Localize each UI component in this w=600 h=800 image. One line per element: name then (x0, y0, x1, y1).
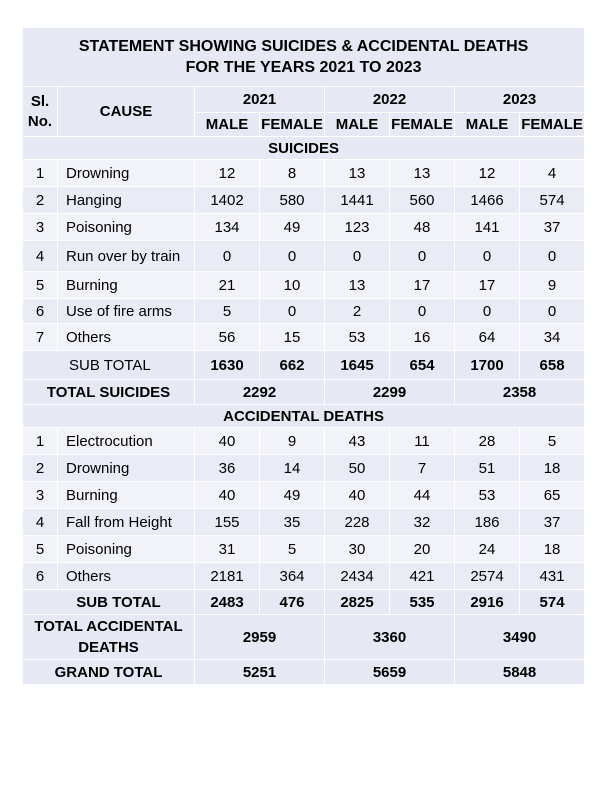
section-title-row (23, 405, 585, 428)
value-cell: 574 (520, 187, 585, 214)
statement-table (22, 27, 585, 685)
value-cell: 0 (260, 241, 325, 272)
value-cell: 44 (390, 482, 455, 509)
value-cell: 35 (260, 509, 325, 536)
subtotal-value: 2916 (455, 590, 520, 615)
value-cell: 9 (520, 272, 585, 299)
value-cell: 2181 (195, 563, 260, 590)
header-male: MALE (455, 113, 520, 137)
sl-no: 1 (23, 160, 58, 187)
value-cell: 5 (195, 299, 260, 324)
subtotal-value: 1630 (195, 351, 260, 380)
value-cell: 24 (455, 536, 520, 563)
sl-no: 2 (23, 187, 58, 214)
cause-name: Run over by train (58, 241, 195, 272)
subtotal-value: 1700 (455, 351, 520, 380)
cause-name: Burning (58, 482, 195, 509)
data-row (23, 272, 585, 299)
value-cell: 18 (520, 536, 585, 563)
total-row (23, 380, 585, 405)
statement-title (23, 28, 585, 87)
value-cell: 51 (455, 455, 520, 482)
total-label: TOTAL SUICIDES (23, 380, 195, 405)
value-cell: 0 (260, 299, 325, 324)
value-cell: 5 (260, 536, 325, 563)
sl-no: 2 (23, 455, 58, 482)
value-cell: 13 (325, 272, 390, 299)
grand-total-label: GRAND TOTAL (23, 660, 195, 685)
sl-no: 5 (23, 272, 58, 299)
value-cell: 0 (390, 299, 455, 324)
value-cell: 421 (390, 563, 455, 590)
value-cell: 34 (520, 324, 585, 351)
value-cell: 0 (325, 241, 390, 272)
sl-no: 6 (23, 299, 58, 324)
header-male: MALE (325, 113, 390, 137)
total-row (23, 615, 585, 660)
value-cell: 36 (195, 455, 260, 482)
value-cell: 580 (260, 187, 325, 214)
value-cell: 40 (195, 482, 260, 509)
value-cell: 7 (390, 455, 455, 482)
value-cell: 2 (325, 299, 390, 324)
value-cell: 4 (520, 160, 585, 187)
value-cell: 21 (195, 272, 260, 299)
data-row (23, 324, 585, 351)
header-year: 2022 (325, 87, 455, 113)
total-value: 3490 (455, 615, 585, 660)
sl-no: 3 (23, 214, 58, 241)
data-row (23, 482, 585, 509)
grand-total-value: 5848 (455, 660, 585, 685)
value-cell: 1402 (195, 187, 260, 214)
value-cell: 28 (455, 428, 520, 455)
subtotal-value: 535 (390, 590, 455, 615)
value-cell: 53 (325, 324, 390, 351)
total-value: 2959 (195, 615, 325, 660)
total-value: 2299 (325, 380, 455, 405)
cause-name: Others (58, 324, 195, 351)
subtotal-value: 658 (520, 351, 585, 380)
subtotal-value: 476 (260, 590, 325, 615)
grand-total-value: 5659 (325, 660, 455, 685)
total-value: 2358 (455, 380, 585, 405)
value-cell: 9 (260, 428, 325, 455)
statement-table-body (23, 28, 585, 685)
value-cell: 0 (455, 241, 520, 272)
value-cell: 48 (390, 214, 455, 241)
value-cell: 155 (195, 509, 260, 536)
value-cell: 49 (260, 214, 325, 241)
value-cell: 123 (325, 214, 390, 241)
subtotal-row (23, 351, 585, 380)
cause-name: Poisoning (58, 214, 195, 241)
value-cell: 8 (260, 160, 325, 187)
value-cell: 0 (520, 299, 585, 324)
data-row (23, 563, 585, 590)
sl-no: 5 (23, 536, 58, 563)
title-line-2: FOR THE YEARS 2021 TO 2023 (185, 59, 422, 76)
value-cell: 5 (520, 428, 585, 455)
data-row (23, 241, 585, 272)
sl-no: 4 (23, 509, 58, 536)
data-row (23, 536, 585, 563)
header-male: MALE (195, 113, 260, 137)
value-cell: 31 (195, 536, 260, 563)
sl-no: 4 (23, 241, 58, 272)
grand-total-value: 5251 (195, 660, 325, 685)
value-cell: 37 (520, 214, 585, 241)
data-row (23, 299, 585, 324)
value-cell: 141 (455, 214, 520, 241)
value-cell: 32 (390, 509, 455, 536)
value-cell: 43 (325, 428, 390, 455)
value-cell: 560 (390, 187, 455, 214)
value-cell: 30 (325, 536, 390, 563)
cause-name: Drowning (58, 455, 195, 482)
subtotal-label: SUB TOTAL (23, 590, 195, 615)
value-cell: 14 (260, 455, 325, 482)
header-female: FEMALE (390, 113, 455, 137)
value-cell: 13 (390, 160, 455, 187)
value-cell: 17 (455, 272, 520, 299)
cause-name: Use of fire arms (58, 299, 195, 324)
cause-name: Fall from Height (58, 509, 195, 536)
data-row (23, 160, 585, 187)
title-row (23, 28, 585, 87)
value-cell: 16 (390, 324, 455, 351)
subtotal-value: 574 (520, 590, 585, 615)
value-cell: 0 (390, 241, 455, 272)
value-cell: 49 (260, 482, 325, 509)
sl-no: 7 (23, 324, 58, 351)
header-year: 2023 (455, 87, 585, 113)
section-title: SUICIDES (23, 137, 585, 160)
subtotal-value: 662 (260, 351, 325, 380)
sl-no: 3 (23, 482, 58, 509)
value-cell: 12 (455, 160, 520, 187)
total-label: TOTAL ACCIDENTAL DEATHS (23, 615, 195, 660)
value-cell: 17 (390, 272, 455, 299)
subtotal-value: 2483 (195, 590, 260, 615)
value-cell: 134 (195, 214, 260, 241)
cause-name: Drowning (58, 160, 195, 187)
value-cell: 11 (390, 428, 455, 455)
value-cell: 15 (260, 324, 325, 351)
cause-name: Hanging (58, 187, 195, 214)
value-cell: 2434 (325, 563, 390, 590)
data-row (23, 428, 585, 455)
data-row (23, 455, 585, 482)
data-row (23, 187, 585, 214)
value-cell: 40 (325, 482, 390, 509)
value-cell: 40 (195, 428, 260, 455)
total-value: 3360 (325, 615, 455, 660)
value-cell: 2574 (455, 563, 520, 590)
header-cause: CAUSE (58, 87, 195, 137)
section-title: ACCIDENTAL DEATHS (23, 405, 585, 428)
statement-sheet (22, 27, 584, 685)
value-cell: 228 (325, 509, 390, 536)
data-row (23, 509, 585, 536)
value-cell: 56 (195, 324, 260, 351)
value-cell: 20 (390, 536, 455, 563)
cause-name: Burning (58, 272, 195, 299)
value-cell: 0 (455, 299, 520, 324)
value-cell: 65 (520, 482, 585, 509)
value-cell: 13 (325, 160, 390, 187)
header-row-years (23, 87, 585, 113)
cause-name: Poisoning (58, 536, 195, 563)
value-cell: 10 (260, 272, 325, 299)
value-cell: 186 (455, 509, 520, 536)
header-sl-no: Sl. No. (23, 87, 58, 137)
sl-no: 1 (23, 428, 58, 455)
value-cell: 53 (455, 482, 520, 509)
value-cell: 1466 (455, 187, 520, 214)
cause-name: Others (58, 563, 195, 590)
value-cell: 37 (520, 509, 585, 536)
total-value: 2292 (195, 380, 325, 405)
subtotal-value: 1645 (325, 351, 390, 380)
grand-total-row (23, 660, 585, 685)
header-female: FEMALE (520, 113, 585, 137)
value-cell: 64 (455, 324, 520, 351)
title-line-1: STATEMENT SHOWING SUICIDES & ACCIDENTAL DEATHS (78, 38, 529, 55)
subtotal-value: 654 (390, 351, 455, 380)
value-cell: 0 (195, 241, 260, 272)
subtotal-row (23, 590, 585, 615)
value-cell: 364 (260, 563, 325, 590)
value-cell: 1441 (325, 187, 390, 214)
value-cell: 18 (520, 455, 585, 482)
value-cell: 0 (520, 241, 585, 272)
cause-name: Electrocution (58, 428, 195, 455)
value-cell: 12 (195, 160, 260, 187)
data-row (23, 214, 585, 241)
header-female: FEMALE (260, 113, 325, 137)
subtotal-label: SUB TOTAL (23, 351, 195, 380)
subtotal-value: 2825 (325, 590, 390, 615)
header-year: 2021 (195, 87, 325, 113)
sl-no: 6 (23, 563, 58, 590)
value-cell: 431 (520, 563, 585, 590)
value-cell: 50 (325, 455, 390, 482)
section-title-row (23, 137, 585, 160)
